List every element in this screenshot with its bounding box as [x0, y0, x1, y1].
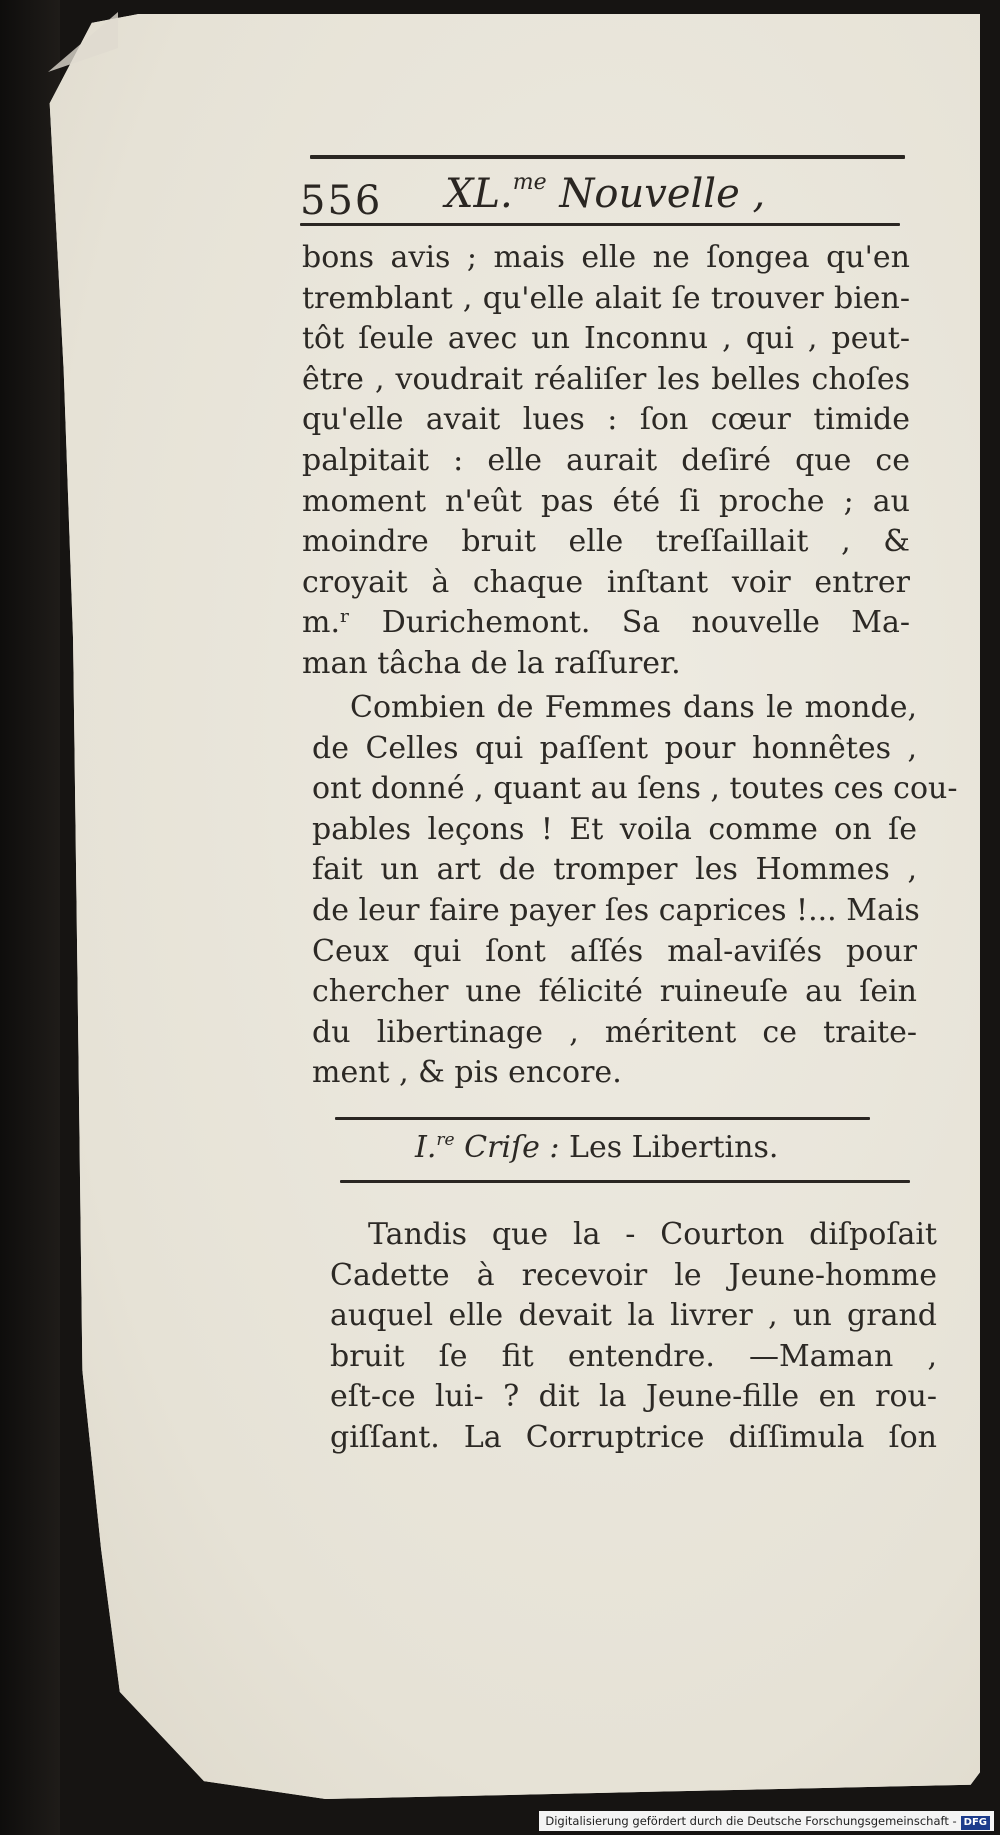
text-line: qu'elle avait lues : ſon cœur timide [302, 402, 910, 438]
text-line: tremblant , qu'elle alait ſe trouver bien- [302, 280, 910, 316]
text-line: eſt-ce lui- ? dit la Jeune-fille en rou- [330, 1379, 937, 1415]
text-line: croyait à chaque inſtant voir entrer [302, 564, 910, 600]
section-bottom-rule [340, 1180, 910, 1183]
text-line: Cadette à recevoir le Jeune-homme [330, 1257, 937, 1293]
section-label-rest: Criſe : [454, 1130, 560, 1165]
text-line: moindre bruit elle treſſaillait , & [302, 524, 910, 560]
paragraph-1 [302, 238, 910, 685]
text-line: Combien de Femmes dans le monde, [350, 690, 917, 725]
section-heading: Les Libertins. [559, 1130, 779, 1165]
header-top-rule [310, 155, 905, 159]
page-number: 556 [300, 178, 383, 224]
running-title-prefix: XL. [445, 171, 513, 217]
text-line: bruit ſe fit entendre. —Maman , [330, 1338, 937, 1374]
text-line: auquel elle devait la livrer , un grand [330, 1298, 937, 1334]
paragraph-3 [330, 1215, 937, 1459]
running-title-sup: me [512, 170, 547, 195]
section-label-sup: re [436, 1130, 455, 1150]
running-title [445, 170, 765, 217]
running-title-rest: Nouvelle , [546, 171, 766, 217]
text-line: giſſant. La Corruptrice diſſimula ſon [330, 1419, 937, 1455]
text-line: m.ʳ Durichemont. Sa nouvelle Ma- [302, 605, 910, 641]
text-line: moment n'eût pas été ſi proche ; au [302, 483, 910, 519]
text-line: bons avis ; mais elle ne ſongea qu'en [302, 240, 910, 275]
dfg-logo: DFG [961, 1816, 990, 1830]
text-line: ont donné , quant au ſens , toutes ces cou- [312, 771, 958, 807]
text-line: de Celles qui paſſent pour honnêtes , [312, 730, 917, 766]
running-header [300, 170, 910, 230]
text-line: fait un art de tromper les Hommes , [312, 852, 917, 888]
digitization-credit [539, 1811, 994, 1831]
text-line: palpitait : elle aurait deſiré que ce [302, 442, 910, 478]
text-line: tôt ſeule avec un Inconnu , qui , peut- [302, 321, 910, 357]
text-line: ment , & pis encore. [312, 1055, 622, 1091]
text-line: Tandis que la - Courton diſpoſait [368, 1217, 937, 1252]
section-label [415, 1130, 560, 1165]
text-line: man tâcha de la raſſurer. [302, 645, 681, 681]
section-label-prefix: I. [415, 1130, 437, 1165]
text-line: Ceux qui ſont aſſés mal-aviſés pour [312, 933, 917, 969]
section-title [415, 1130, 865, 1165]
text-line: être , voudrait réaliſer les belles choſes [302, 361, 910, 397]
text-line: de leur faire payer ſes caprices !... Mais [312, 892, 920, 928]
text-line: pables leçons ! Et voila comme on ſe [312, 811, 917, 847]
section-top-rule [335, 1117, 870, 1120]
text-line: du libertinage , méritent ce traite- [312, 1014, 917, 1050]
text-line: chercher une félicité ruineuſe au ſein [312, 974, 917, 1010]
digitization-credit-text: Digitalisierung gefördert durch die Deutsche Forschungsgemeinschaft - [545, 1814, 957, 1828]
book-binding-shadow [0, 0, 60, 1835]
paragraph-2 [312, 688, 958, 1094]
